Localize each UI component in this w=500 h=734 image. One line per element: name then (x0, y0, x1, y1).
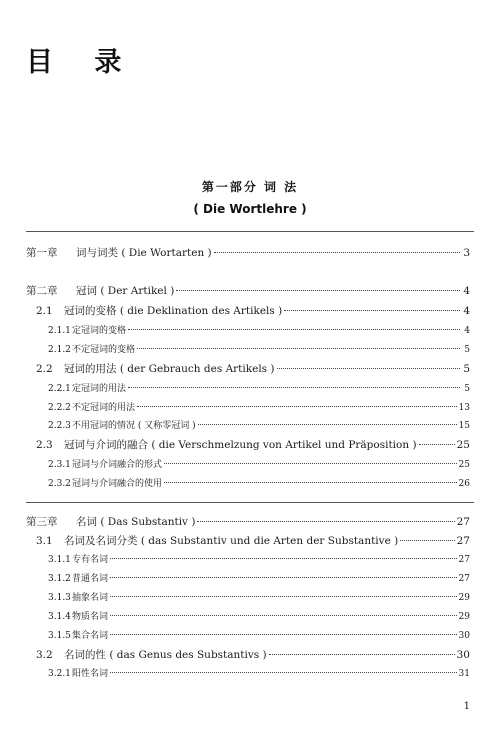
part-title-zh: 第一部分 词 法 (201, 180, 299, 194)
entry-page: 27 (456, 516, 470, 528)
toc-subsection-2-2-1[interactable] (48, 382, 470, 396)
entry-page: 30 (456, 649, 470, 661)
divider (26, 502, 474, 503)
toc-subsection-2-2-2[interactable] (48, 401, 470, 415)
entry-page: 13 (458, 403, 470, 413)
entry-number: 第一章 (26, 247, 58, 259)
part-title-de: ( Die Wortlehre ) (193, 202, 307, 216)
entry-title: 名词 ( Das Substantiv ) (76, 516, 196, 528)
entry-number: 2.3 (36, 439, 53, 451)
entry-page: 3 (463, 247, 470, 259)
toc-chapter-1[interactable] (26, 246, 470, 260)
leader-dots (164, 463, 457, 464)
toc-title: 目 录 (26, 47, 138, 78)
toc-section-3-1[interactable] (36, 534, 470, 548)
leader-dots (110, 596, 457, 597)
entry-page: 26 (458, 479, 470, 489)
entry-title: 冠词与介词融合的使用 (72, 479, 163, 489)
toc-section-2-3[interactable] (36, 438, 470, 452)
entry-number: 2.1.1 (48, 326, 71, 336)
entry-number: 2.1.2 (48, 345, 71, 355)
leader-dots (110, 672, 457, 673)
entry-number: 3.1.2 (48, 574, 71, 584)
leader-dots (176, 290, 460, 291)
entry-page: 29 (458, 593, 470, 603)
entry-title: 冠词 ( Der Artikel ) (76, 285, 175, 297)
toc-subsection-3-2-1[interactable] (48, 667, 470, 681)
entry-page: 25 (458, 460, 470, 470)
leader-dots (277, 368, 460, 369)
leader-dots (284, 310, 460, 311)
entry-page: 31 (458, 669, 470, 679)
entry-title: 定冠词的变格 (72, 326, 127, 336)
leader-dots (214, 252, 460, 253)
leader-dots (269, 654, 455, 655)
entry-number: 3.1.5 (48, 631, 71, 641)
toc-section-3-2[interactable] (36, 648, 470, 662)
toc-subsection-3-1-2[interactable] (48, 572, 470, 586)
page-number: 1 (463, 701, 470, 712)
entry-title: 不定冠词的变格 (72, 345, 136, 355)
entry-number: 3.1.3 (48, 593, 71, 603)
entry-page: 5 (463, 363, 470, 375)
entry-number: 3.1.1 (48, 555, 71, 565)
entry-title: 冠词与介词融合的形式 (72, 460, 163, 470)
toc-subsection-3-1-1[interactable] (48, 553, 470, 567)
toc-chapter-3[interactable] (26, 515, 470, 529)
entry-number: 3.1.4 (48, 612, 71, 622)
leader-dots (137, 348, 460, 349)
toc-subsection-2-3-2[interactable] (48, 477, 470, 491)
toc-subsection-3-1-5[interactable] (48, 629, 470, 643)
leader-dots (198, 424, 457, 425)
toc-chapter-2[interactable] (26, 284, 470, 298)
entry-title: 专有名词 (72, 555, 109, 565)
toc-subsection-3-1-3[interactable] (48, 591, 470, 605)
entry-number: 第二章 (26, 285, 58, 297)
entry-page: 25 (456, 439, 470, 451)
leader-dots (164, 482, 457, 483)
entry-number: 2.3.1 (48, 460, 71, 470)
entry-page: 27 (458, 555, 470, 565)
entry-number: 2.2 (36, 363, 53, 375)
entry-page: 29 (458, 612, 470, 622)
entry-number: 3.1 (36, 535, 53, 547)
entry-number: 2.3.2 (48, 479, 71, 489)
toc-subsection-3-1-4[interactable] (48, 610, 470, 624)
entry-title: 名词的性 ( das Genus des Substantivs ) (64, 649, 267, 661)
leader-dots (110, 577, 457, 578)
entry-page: 5 (464, 345, 470, 355)
entry-title: 阳性名词 (72, 669, 109, 679)
leader-dots (110, 615, 457, 616)
entry-number: 2.2.3 (48, 421, 71, 431)
toc-subsection-2-2-3[interactable] (48, 419, 470, 433)
leader-dots (110, 634, 457, 635)
leader-dots (419, 444, 455, 445)
entry-page: 4 (463, 305, 470, 317)
toc-section-2-2[interactable] (36, 362, 470, 376)
leader-dots (137, 406, 457, 407)
entry-title: 词与词类 ( Die Wortarten ) (76, 247, 212, 259)
entry-number: 2.2.1 (48, 384, 71, 394)
entry-title: 普通名词 (72, 574, 109, 584)
entry-page: 15 (458, 421, 470, 431)
toc-section-2-1[interactable] (36, 304, 470, 318)
divider (26, 231, 474, 232)
leader-dots (400, 540, 454, 541)
entry-page: 5 (464, 384, 470, 394)
entry-title: 不定冠词的用法 (72, 403, 136, 413)
entry-number: 2.1 (36, 305, 53, 317)
entry-number: 3.2 (36, 649, 53, 661)
entry-title: 冠词的用法 ( der Gebrauch des Artikels ) (64, 363, 275, 375)
entry-page: 30 (458, 631, 470, 641)
entry-page: 4 (464, 326, 470, 336)
toc-subsection-2-1-2[interactable] (48, 343, 470, 357)
entry-number: 第三章 (26, 516, 58, 528)
entry-title: 抽象名词 (72, 593, 109, 603)
leader-dots (197, 521, 454, 522)
leader-dots (128, 387, 460, 388)
entry-page: 4 (463, 285, 470, 297)
entry-number: 3.2.1 (48, 669, 71, 679)
entry-title: 定冠词的用法 (72, 384, 127, 394)
entry-title: 冠词与介词的融合 ( die Verschmelzung von Artikel und Präposition ) (64, 439, 417, 451)
leader-dots (110, 558, 457, 559)
entry-number: 2.2.2 (48, 403, 71, 413)
entry-title: 不用冠词的情况 ( 又称零冠词 ) (72, 421, 196, 431)
toc-subsection-2-1-1[interactable] (48, 324, 470, 338)
leader-dots (128, 329, 460, 330)
toc-subsection-2-3-1[interactable] (48, 458, 470, 472)
entry-title: 冠词的变格 ( die Deklination des Artikels ) (64, 305, 283, 317)
entry-page: 27 (458, 574, 470, 584)
entry-title: 名词及名词分类 ( das Substantiv und die Arten der Substantive ) (64, 535, 399, 547)
entry-title: 集合名词 (72, 631, 109, 641)
entry-page: 27 (456, 535, 470, 547)
entry-title: 物质名词 (72, 612, 109, 622)
